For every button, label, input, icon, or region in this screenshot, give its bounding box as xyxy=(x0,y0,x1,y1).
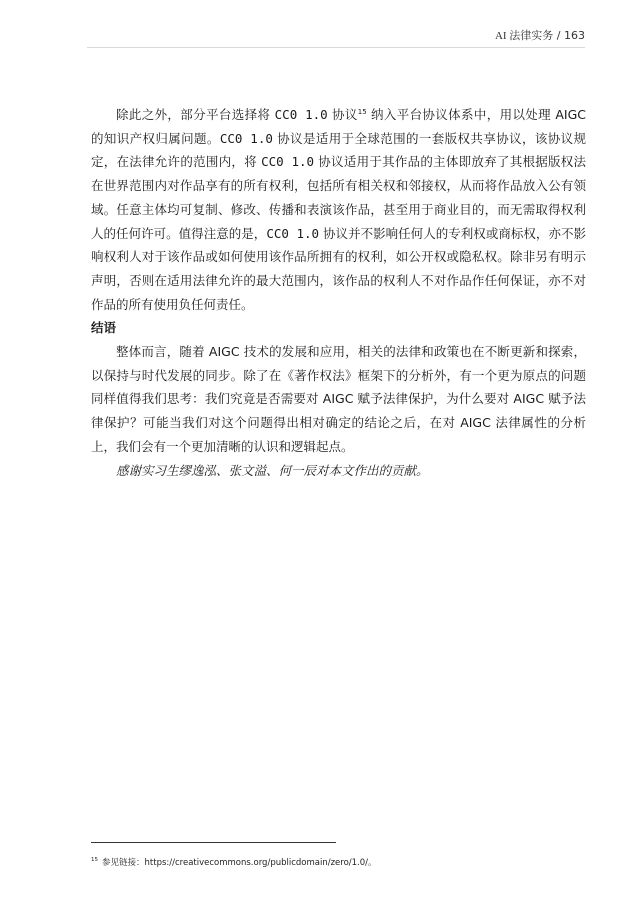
main-content xyxy=(91,103,586,482)
header-title: AI 法律实务 xyxy=(494,30,554,42)
paragraph-text: 协议适用于其作品的主体即放弃了其根据版权法在世界范围内对作品享有的所有权利，包括所有相关权和邻接权，从而将作品放入公有领域。任意主体均可复制、修改、传播和表演该作品，甚至用于商业目的，而无需取得权利人的任何许可。值得注意的是， xyxy=(91,154,586,241)
license-term: CC0 1.0 xyxy=(219,130,273,146)
header-separator: / xyxy=(553,29,564,42)
header-divider xyxy=(87,47,585,48)
acknowledgement: 感谢实习生缪逸泓、张文溢、何一辰对本文作出的贡献。 xyxy=(116,462,429,478)
paragraph-text: 纳入平台协议体系中，用以处理 AIGC 的知识产权归属问题。 xyxy=(91,107,586,146)
paragraph-text: 协议是适用于全球范围的一套版权共享协议，该协议规定，在法律允许的范围内，将 xyxy=(91,130,586,170)
footnote-link[interactable]: https://creativecommons.org/publicdomain/zero/1.0/ xyxy=(144,858,369,868)
page-number: 163 xyxy=(564,29,585,42)
footnote-label: 参见链接： xyxy=(102,858,145,868)
license-term: CC0 1.0 xyxy=(274,107,328,122)
footnote-reference[interactable]: 15 xyxy=(357,107,367,116)
paragraph-cc0 xyxy=(91,103,586,316)
paragraph-text: 除此之外，部分平台选择将 xyxy=(116,107,275,122)
license-term: CC0 1.0 xyxy=(261,154,315,170)
section-heading: 结语 xyxy=(91,320,117,336)
running-header xyxy=(495,27,585,43)
footnote xyxy=(91,856,377,868)
paragraph-text: 协议并不影响任何人的专利权或商标权，亦不影响权利人对于该作品或如何使用该作品所拥有的权利，如公开权或隐私权。除非另有明示声明，否则在适用法律允许的最大范围内，该作品的权利人不对作品作任何保证，亦不对作品的所有使用负任何责任。 xyxy=(91,225,586,312)
paragraph-text: 协议 xyxy=(327,107,358,122)
license-term: CC0 1.0 xyxy=(266,225,320,241)
footnote-number: 15 xyxy=(91,857,98,864)
footnote-divider xyxy=(91,842,336,843)
footnote-end: 。 xyxy=(368,858,377,868)
paragraph-conclusion: 整体而言，随着 AIGC 技术的发展和应用，相关的法律和政策也在不断更新和探索，以保持与时代发展的同步。除了在《著作权法》框架下的分析外，有一个更为原点的问题同样值得我们思考：我们究竟是否需要对 AIGC 赋予法律保护，为什么要对 AIGC 赋予法律保护？可能当我们对这个问题得出相对确定的结论之后，在对 AIGC 法律属性的分析上，我们会有一个更加清晰的认识和逻辑起点。 xyxy=(91,344,586,454)
